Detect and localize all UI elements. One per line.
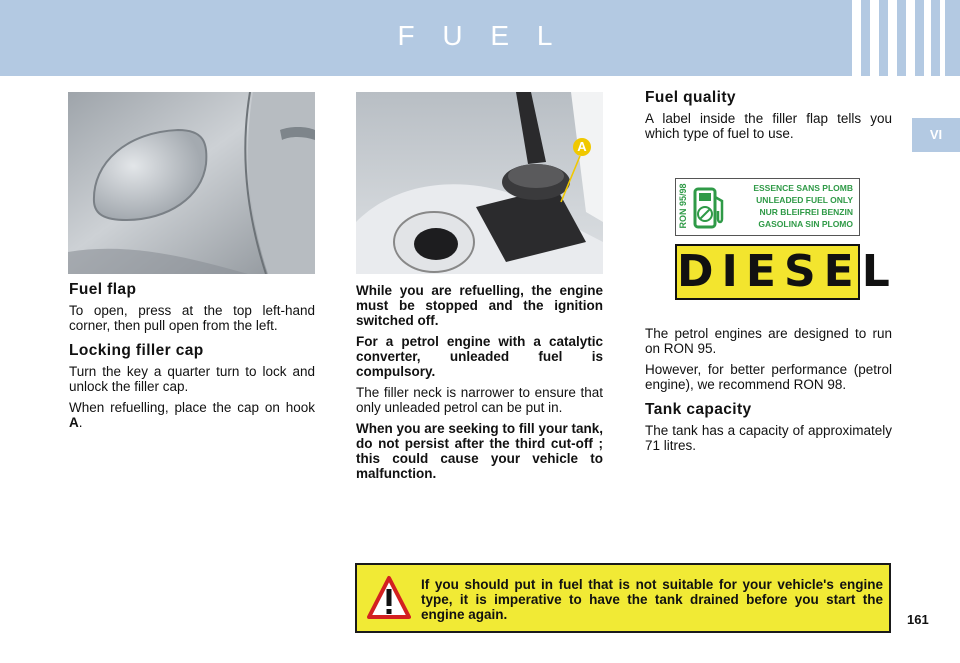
page-title: F U E L xyxy=(397,20,563,51)
refuel-text: When refuelling, place the cap on hook A. xyxy=(69,400,315,430)
left-column xyxy=(69,282,315,436)
hook-reference: A xyxy=(69,415,79,430)
header-stripe xyxy=(870,0,879,76)
tank-capacity-heading: Tank capacity xyxy=(645,401,752,418)
page-header xyxy=(0,0,960,76)
header-stripe xyxy=(906,0,915,76)
unleaded-fuel-label xyxy=(675,178,860,236)
ron-rating: RON 95/98 xyxy=(678,183,688,229)
locking-cap-text: Turn the key a quarter turn to lock and unlock the filler cap. xyxy=(69,364,315,394)
cut-off-warning: When you are seeking to fill your tank, do not persist after the third cut-off ; this could cause your vehicle to malfunction. xyxy=(356,421,603,481)
right-column-top xyxy=(645,90,892,147)
fuel-pump-icon xyxy=(692,185,728,231)
hook-callout: A xyxy=(573,138,591,156)
warning-text: If you should put in fuel that is not suitable for your vehicle's engine type, it is imperative to have the tank drained before you start the engine again. xyxy=(421,577,883,622)
ron98-recommend-text: However, for better performance (petrol engine), we recommend RON 98. xyxy=(645,362,892,392)
unleaded-warning: For a petrol engine with a catalytic converter, unleaded fuel is compulsory. xyxy=(356,334,603,379)
header-stripe xyxy=(888,0,897,76)
chapter-tab[interactable]: VI xyxy=(912,118,960,152)
fuel-flap-heading: Fuel flap xyxy=(69,281,137,298)
right-column-bottom xyxy=(645,326,892,459)
fuel-quality-heading: Fuel quality xyxy=(645,89,736,106)
diesel-label: DIESEL xyxy=(675,244,860,300)
label-line: ESSENCE SANS PLOMB xyxy=(753,183,853,193)
warning-triangle-icon xyxy=(367,575,411,621)
fuel-flap-text: To open, press at the top left-hand corner, then pull open from the left. xyxy=(69,303,315,333)
callout-leader-line xyxy=(356,92,603,274)
refuel-warning: While you are refuelling, the engine must be stopped and the ignition switched off. xyxy=(356,283,603,328)
page-number: 161 xyxy=(907,612,929,627)
header-stripe xyxy=(852,0,861,76)
tank-capacity-text: The tank has a capacity of approximately 71 litres. xyxy=(645,423,892,453)
fuel-flap-photo xyxy=(68,92,315,274)
header-stripe xyxy=(940,0,945,76)
middle-column xyxy=(356,283,603,487)
label-line: UNLEADED FUEL ONLY xyxy=(756,195,853,205)
label-line: NUR BLEIFREI BENZIN xyxy=(759,207,853,217)
filler-cap-photo xyxy=(356,92,603,274)
filler-neck-text: The filler neck is narrower to ensure that only unleaded petrol can be put in. xyxy=(356,385,603,415)
fuel-warning-box xyxy=(355,563,891,633)
fuel-quality-text: A label inside the filler flap tells you which type of fuel to use. xyxy=(645,111,892,141)
header-stripe xyxy=(924,0,931,76)
locking-cap-heading: Locking filler cap xyxy=(69,342,204,359)
label-line: GASOLINA SIN PLOMO xyxy=(758,219,853,229)
petrol-engine-text: The petrol engines are designed to run on RON 95. xyxy=(645,326,892,356)
